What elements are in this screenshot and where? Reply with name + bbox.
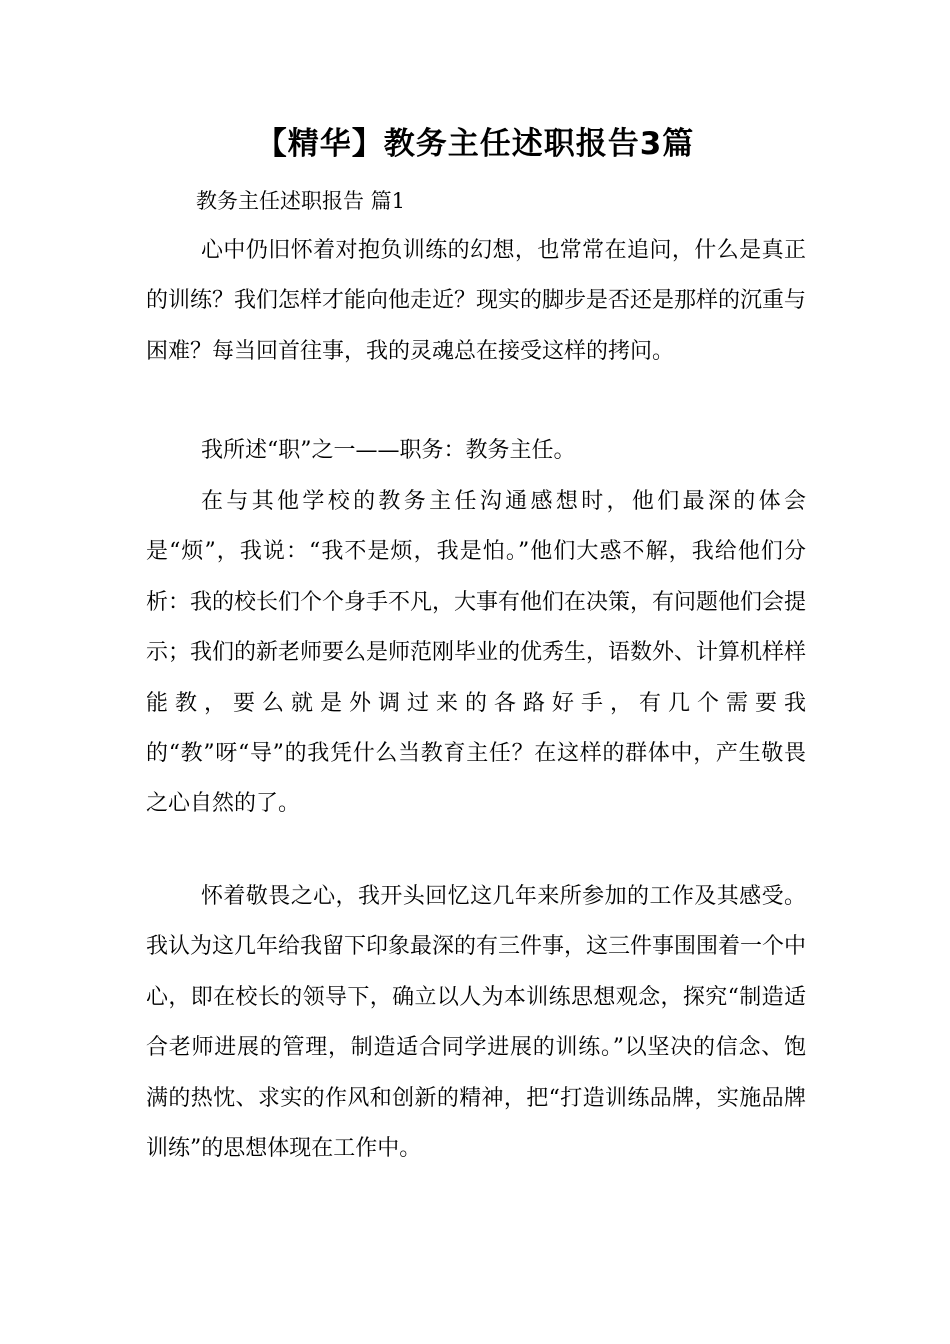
document-subtitle: 教务主任述职报告 篇1 bbox=[196, 189, 406, 213]
paragraph-2: 我所述“职”之一——职务：教务主任。 bbox=[201, 438, 576, 463]
paragraph-1: 心中仍旧怀着对抱负训练的幻想，也常常在追问，什么是真正的训练？我们怎样才能向他走近？现实的脚步是否还是那样的沉重与困难？每当回首往事，我的灵魂总在接受这样的拷问。 bbox=[146, 238, 807, 364]
paragraph-4: 怀着敬畏之心，我开头回忆这几年来所参加的工作及其感受。我认为这几年给我留下印象最深的有三件事，这三件事围围着一个中心，即在校长的领导下，确立以人为本训练思想观念，探究“制造适合老师进展的管理，制造适合同学进展的训练。”以坚决的信念、饱满的热忱、求实的作风和创新的精神，把“打造训练品牌，实施品牌训练”的思想体现在工作中。 bbox=[146, 884, 807, 1162]
paragraph-3: 在与其他学校的教务主任沟通感想时，他们最深的体会是“烦”，我说：“我不是烦，我是怕。”他们大惑不解，我给他们分析：我的校长们个个身手不凡，大事有他们在决策，有问题他们会提示；我们的新老师要么是师范刚毕业的优秀生，语数外、计算机样样能教，要么就是外调过来的各路好手，有几个需要我的“教”呀“导”的我凭什么当教育主任？在这样的群体中，产生敬畏之心自然的了。 bbox=[146, 489, 807, 817]
document-title: 【精华】教务主任述职报告3篇 bbox=[255, 126, 695, 162]
